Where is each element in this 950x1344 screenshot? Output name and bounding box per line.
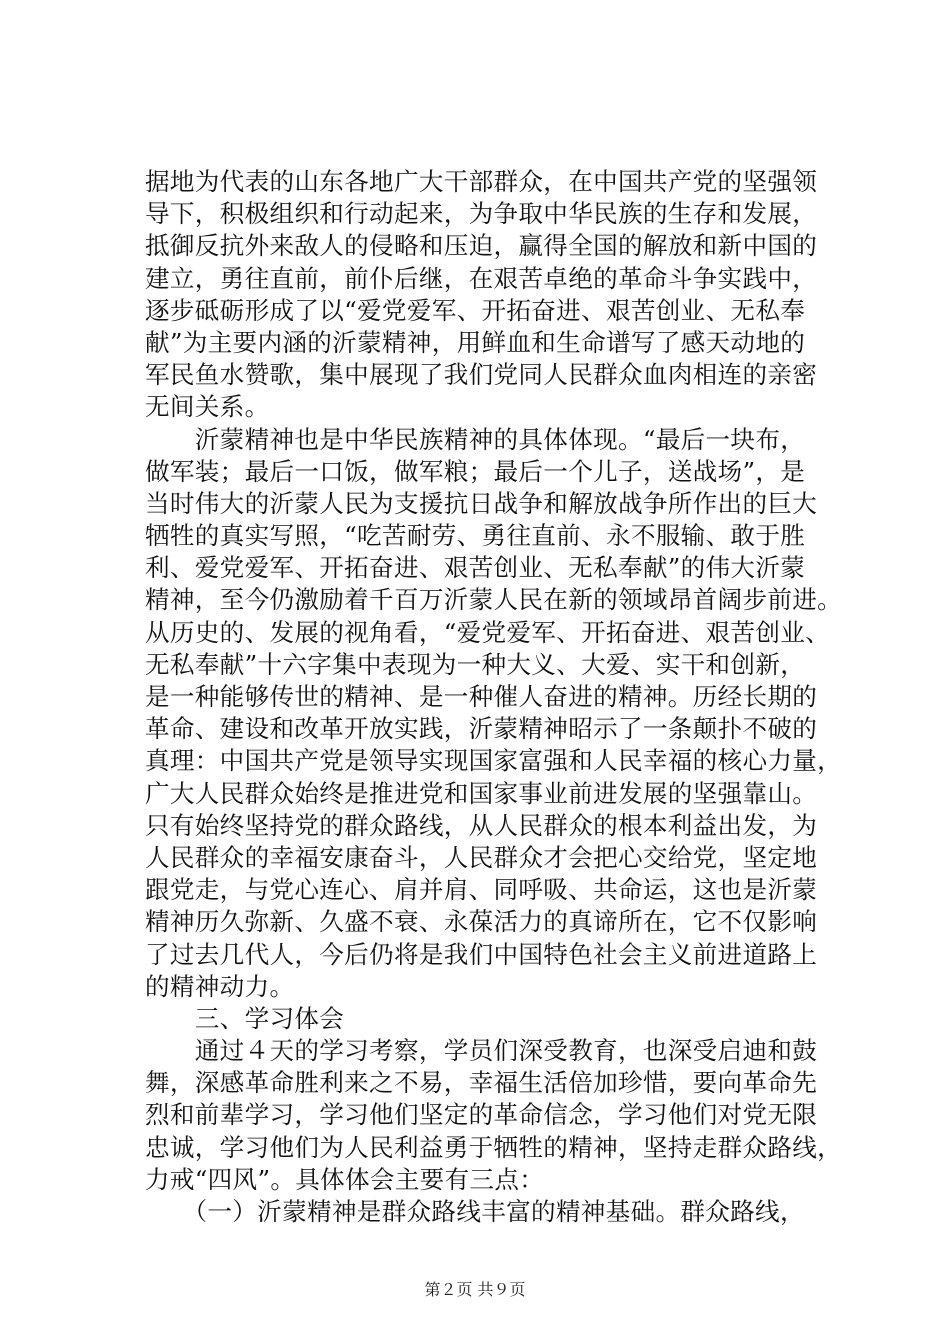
text-line: 无私奉献”十六字集中表现为一种大义、大爱、实干和创新，: [145, 649, 806, 679]
text-line: 导下，积极组织和行动起来，为争取中华民族的生存和发展，: [145, 199, 818, 229]
text-line: 无间关系。: [145, 392, 270, 422]
text-line: 通过４天的学习考察，学员们深受教育，也深受启迪和鼓: [145, 1036, 818, 1066]
text-line: 三、学习体会: [145, 1003, 345, 1033]
text-line: 当时伟大的沂蒙人民为支援抗日战争和解放战争所作出的巨大: [145, 488, 818, 518]
text-line: 舞，深感革命胜利来之不易，幸福生活倍加珍惜，要向革命先: [145, 1068, 818, 1098]
text-line: 了过去几代人，今后仍将是我们中国特色社会主义前进道路上: [145, 939, 818, 969]
text-line: 革命、建设和改革开放实践，沂蒙精神昭示了一条颠扑不破的: [145, 714, 818, 744]
text-line: 的精神动力。: [145, 971, 295, 1001]
text-line: 牺牲的真实写照，“吃苦耐劳、勇往直前、永不服输、敢于胜: [145, 521, 806, 551]
text-line: 逐步砥砺形成了以“爱党爱军、开拓奋进、艰苦创业、无私奉: [145, 295, 806, 325]
text-line: 建立，勇往直前，前仆后继，在艰苦卓绝的革命斗争实践中，: [145, 263, 818, 293]
page-footer: 第２页 共９页: [424, 1280, 526, 1299]
text-line: 烈和前辈学习，学习他们坚定的革命信念，学习他们对党无限: [145, 1100, 818, 1130]
text-line: 军民鱼水赞歌，集中展现了我们党同人民群众血肉相连的亲密: [145, 360, 818, 390]
text-line: 据地为代表的山东各地广大干部群众，在中国共产党的坚强领: [145, 167, 818, 196]
text-line: 只有始终坚持党的群众路线，从人民群众的根本利益出发，为: [145, 810, 818, 840]
text-line: （一）沂蒙精神是群众路线丰富的精神基础。群众路线，: [145, 1197, 805, 1226]
text-line: 人民群众的幸福安康奋斗，人民群众才会把心交给党，坚定地: [145, 842, 818, 872]
text-line: 利、爱党爱军、开拓奋进、艰苦创业、无私奉献”的伟大沂蒙: [145, 553, 806, 583]
text-line: 忠诚，学习他们为人民利益勇于牺牲的精神，坚持走群众路线，: [145, 1132, 843, 1162]
text-line: 力戒“四风”。具体体会主要有三点：: [145, 1164, 545, 1194]
text-line: 抵御反抗外来敌人的侵略和压迫，赢得全国的解放和新中国的: [145, 231, 818, 261]
text-line: 精神历久弥新、久盛不衰、永葆活力的真谛所在，它不仅影响: [145, 907, 818, 937]
text-line: 广大人民群众始终是推进党和国家事业前进发展的坚强靠山。: [145, 778, 818, 808]
text-line: 从历史的、发展的视角看，“爱党爱军、开拓奋进、艰苦创业、: [145, 617, 831, 647]
text-line: 沂蒙精神也是中华民族精神的具体体现。“最后一块布，: [145, 424, 806, 454]
body-text: [145, 166, 845, 1228]
text-line: 跟党走，与党心连心、肩并肩、同呼吸、共命运，这也是沂蒙: [145, 875, 818, 905]
text-line: 是一种能够传世的精神、是一种催人奋进的精神。历经长期的: [145, 682, 818, 711]
text-line: 献”为主要内涵的沂蒙精神，用鲜血和生命谱写了感天动地的: [145, 327, 806, 357]
text-line: 精神，至今仍激励着千百万沂蒙人民在新的领域昂首阔步前进。: [145, 585, 843, 615]
text-line: 做军装；最后一口饭，做军粮；最后一个儿子，送战场”，是: [145, 456, 806, 486]
text-line: 真理：中国共产党是领导实现国家富强和人民幸福的核心力量，: [145, 746, 843, 776]
